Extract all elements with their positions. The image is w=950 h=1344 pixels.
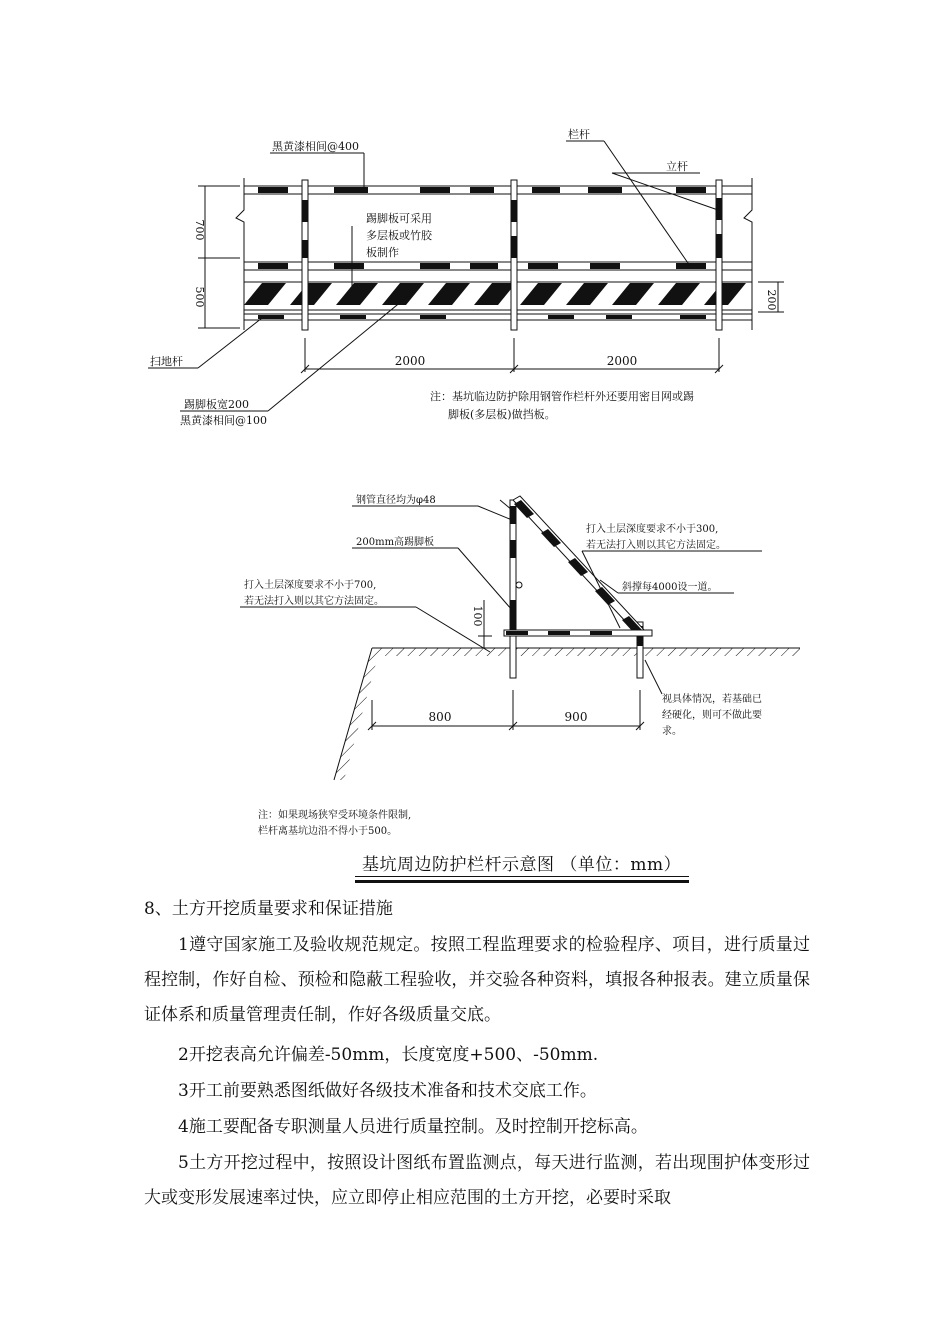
svg-text:200mm高踢脚板: 200mm高踢脚板 (356, 537, 435, 548)
paragraph-2: 2开挖表高允许偏差-50mm，长度宽度+500、-50mm. (178, 1045, 599, 1065)
caption-underline-thick (355, 880, 689, 883)
toe-board-stripes (244, 283, 746, 305)
svg-text:注：基坑临边防护除用钢管作栏杆外还要用密目网或踢: 注：基坑临边防护除用钢管作栏杆外还要用密目网或踢 (430, 390, 694, 403)
paragraph-3: 3开工前要熟悉图纸做好各级技术准备和技术交底工作。 (178, 1081, 597, 1101)
svg-text:500: 500 (193, 286, 206, 308)
paragraph-4: 4施工要配备专职测量人员进行质量控制。及时控制开挖标高。 (178, 1117, 648, 1137)
svg-text:求。: 求。 (662, 726, 682, 737)
dim-100 (471, 600, 492, 648)
svg-text:板制作: 板制作 (366, 246, 399, 259)
svg-text:栏杆: 栏杆 (568, 128, 590, 141)
figure2-labels (240, 493, 762, 837)
svg-text:经硬化，则可不做此要: 经硬化，则可不做此要 (662, 710, 762, 721)
left-dimension (193, 186, 240, 328)
svg-text:若无法打入则以其它方法固定。: 若无法打入则以其它方法固定。 (586, 540, 726, 551)
railing-section-diagram (0, 440, 950, 845)
svg-text:踢脚板可采用: 踢脚板可采用 (366, 212, 432, 225)
svg-text:扫地杆: 扫地杆 (150, 355, 183, 368)
paragraph-5: 5土方开挖过程中，按照设计图纸布置监测点，每天进行监测，若出现围护体变形过大或变形发展速率过快，应立即停止相应范围的土方开挖，必要时采取 (144, 1153, 810, 1208)
svg-text:钢管直径均为φ48: 钢管直径均为φ48 (356, 495, 436, 506)
svg-text:900: 900 (564, 710, 588, 724)
middle-rail-stripes (258, 263, 706, 269)
right-dimension (758, 282, 784, 312)
svg-text:立杆: 立杆 (666, 160, 688, 173)
svg-text:注：如果现场狭窄受环境条件限制,: 注：如果现场狭窄受环境条件限制, (258, 810, 412, 821)
svg-text:若无法打入则以其它方法固定。: 若无法打入则以其它方法固定。 (244, 596, 384, 607)
figure1-labels (148, 127, 718, 427)
svg-text:多层板或竹胶: 多层板或竹胶 (366, 229, 432, 242)
paragraph-1: 1遵守国家施工及验收规范规定。按照工程监理要求的检验程序、项目，进行质量过程控制，作好自检、预检和隐蔽工程验收，并交验各种资料，填报各种报表。建立质量保证体系和质量管理责任制，作好各级质量交底。 (144, 935, 810, 1025)
svg-text:栏杆离基坑边沿不得小于500。: 栏杆离基坑边沿不得小于500。 (258, 826, 398, 837)
bottom-dimension (301, 338, 723, 373)
svg-text:打入土层深度要求不小于700,: 打入土层深度要求不小于700, (244, 580, 377, 591)
svg-text:踢脚板宽200: 踢脚板宽200 (184, 398, 249, 411)
section-heading: 8、土方开挖质量要求和保证措施 (144, 899, 393, 919)
railing-elevation-diagram (0, 0, 950, 440)
posts (302, 180, 722, 330)
svg-text:2000: 2000 (606, 354, 638, 368)
diagonal-brace (513, 496, 646, 636)
svg-text:100: 100 (471, 605, 484, 627)
svg-text:800: 800 (428, 710, 452, 724)
figure-caption: 基坑周边防护栏杆示意图 （单位：mm） (362, 855, 682, 875)
dim-800-900 (368, 690, 644, 730)
caption-underline (355, 876, 689, 877)
svg-text:脚板(多层板)做挡板。: 脚板(多层板)做挡板。 (448, 408, 556, 421)
svg-text:700: 700 (193, 219, 206, 241)
svg-text:打入土层深度要求不小于300,: 打入土层深度要求不小于300, (586, 524, 719, 535)
svg-text:2000: 2000 (394, 354, 426, 368)
svg-text:斜撑每4000设一道。: 斜撑每4000设一道。 (622, 582, 718, 593)
svg-text:黑黄漆相间@400: 黑黄漆相间@400 (272, 140, 359, 153)
svg-text:视具体情况，若基础已: 视具体情况，若基础已 (662, 694, 762, 705)
main-post (510, 500, 516, 678)
svg-text:200: 200 (765, 289, 778, 311)
svg-text:黑黄漆相间@100: 黑黄漆相间@100 (180, 414, 267, 427)
